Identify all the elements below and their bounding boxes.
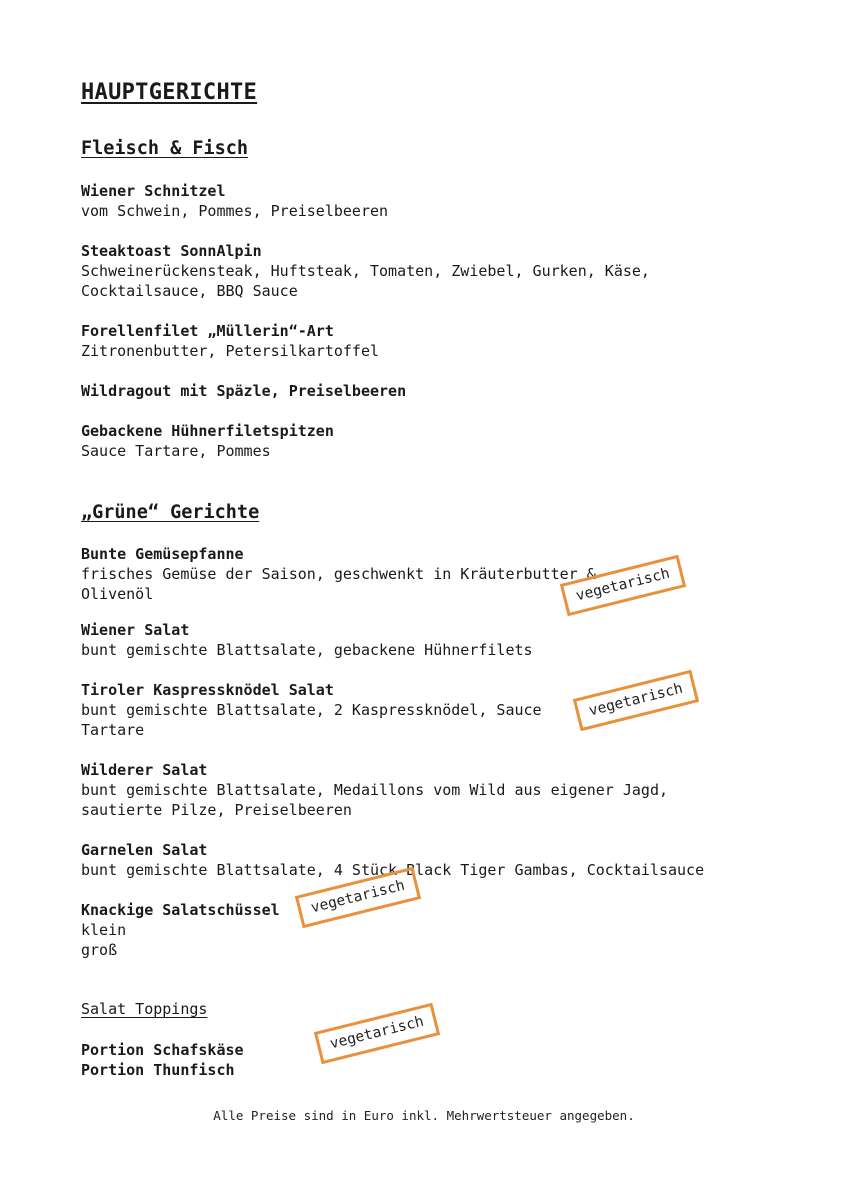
menu-item bbox=[81, 421, 334, 461]
menu-item-desc: vom Schwein, Pommes, Preiselbeeren bbox=[81, 202, 389, 220]
vegetarisch-stamp: vegetarisch bbox=[560, 555, 686, 617]
menu-item-name: Wiener Schnitzel bbox=[81, 182, 226, 200]
menu-item-name: Garnelen Salat bbox=[81, 841, 208, 859]
page-title: HAUPTGERICHTE bbox=[81, 80, 258, 105]
menu-item-desc: Tartare bbox=[81, 721, 145, 739]
topping-list bbox=[81, 1040, 244, 1080]
menu-item bbox=[81, 381, 406, 401]
menu-item-desc: Sauce Tartare, Pommes bbox=[81, 442, 271, 460]
menu-item-name: Wildragout mit Späzle, Preiselbeeren bbox=[81, 382, 407, 400]
topping-item: Portion Thunfisch bbox=[81, 1061, 235, 1079]
menu-item-desc: bunt gemischte Blattsalate, Medaillons vom Wild aus eigener Jagd, bbox=[81, 781, 668, 799]
menu-item bbox=[81, 620, 533, 660]
menu-item-desc: frisches Gemüse der Saison, geschwenkt in Kräuterbutter & bbox=[81, 565, 596, 583]
menu-item-name: Wiener Salat bbox=[81, 621, 190, 639]
menu-item-desc: Cocktailsauce, BBQ Sauce bbox=[81, 282, 298, 300]
menu-item-name: Gebackene Hühnerfiletspitzen bbox=[81, 422, 334, 440]
menu-item-desc: Olivenöl bbox=[81, 585, 154, 603]
menu-item-name: Tiroler Kaspressknödel Salat bbox=[81, 681, 334, 699]
section-heading-fleisch: Fleisch & Fisch bbox=[81, 138, 249, 159]
footer-note: Alle Preise sind in Euro inkl. Mehrwertsteuer angegeben. bbox=[213, 1108, 635, 1123]
vegetarisch-stamp: vegetarisch bbox=[314, 1003, 440, 1065]
menu-item-desc: groß bbox=[81, 941, 118, 959]
menu-item-desc: klein bbox=[81, 921, 127, 939]
menu-item bbox=[81, 241, 650, 301]
menu-item-desc: bunt gemischte Blattsalate, 2 Kaspressknödel, Sauce bbox=[81, 701, 542, 719]
menu-item-desc: Schweinerückensteak, Huftsteak, Tomaten, Zwiebel, Gurken, Käse, bbox=[81, 262, 650, 280]
menu-item bbox=[81, 544, 596, 604]
menu-item-desc: Zitronenbutter, Petersilkartoffel bbox=[81, 342, 380, 360]
menu-item-desc: sautierte Pilze, Preiselbeeren bbox=[81, 801, 352, 819]
menu-item bbox=[81, 181, 388, 221]
menu-item-name: Forellenfilet „Müllerin“-Art bbox=[81, 322, 334, 340]
menu-item bbox=[81, 900, 280, 960]
menu-item bbox=[81, 680, 542, 740]
vegetarisch-stamp: vegetarisch bbox=[573, 670, 699, 732]
menu-item-name: Wilderer Salat bbox=[81, 761, 208, 779]
section-heading-toppings: Salat Toppings bbox=[81, 1000, 208, 1018]
section-heading-gruene: „Grüne“ Gerichte bbox=[81, 502, 260, 523]
menu-item-desc: bunt gemischte Blattsalate, 4 Stück Black Tiger Gambas, Cocktailsauce bbox=[81, 861, 705, 879]
menu-item-name: Steaktoast SonnAlpin bbox=[81, 242, 262, 260]
menu-item-desc: bunt gemischte Blattsalate, gebackene Hühnerfilets bbox=[81, 641, 533, 659]
menu-item bbox=[81, 321, 379, 361]
menu-item-name: Bunte Gemüsepfanne bbox=[81, 545, 244, 563]
topping-item: Portion Schafskäse bbox=[81, 1041, 244, 1059]
vegetarisch-stamp: vegetarisch bbox=[295, 867, 421, 929]
menu-item bbox=[81, 760, 668, 820]
menu-item-name: Knackige Salatschüssel bbox=[81, 901, 280, 919]
